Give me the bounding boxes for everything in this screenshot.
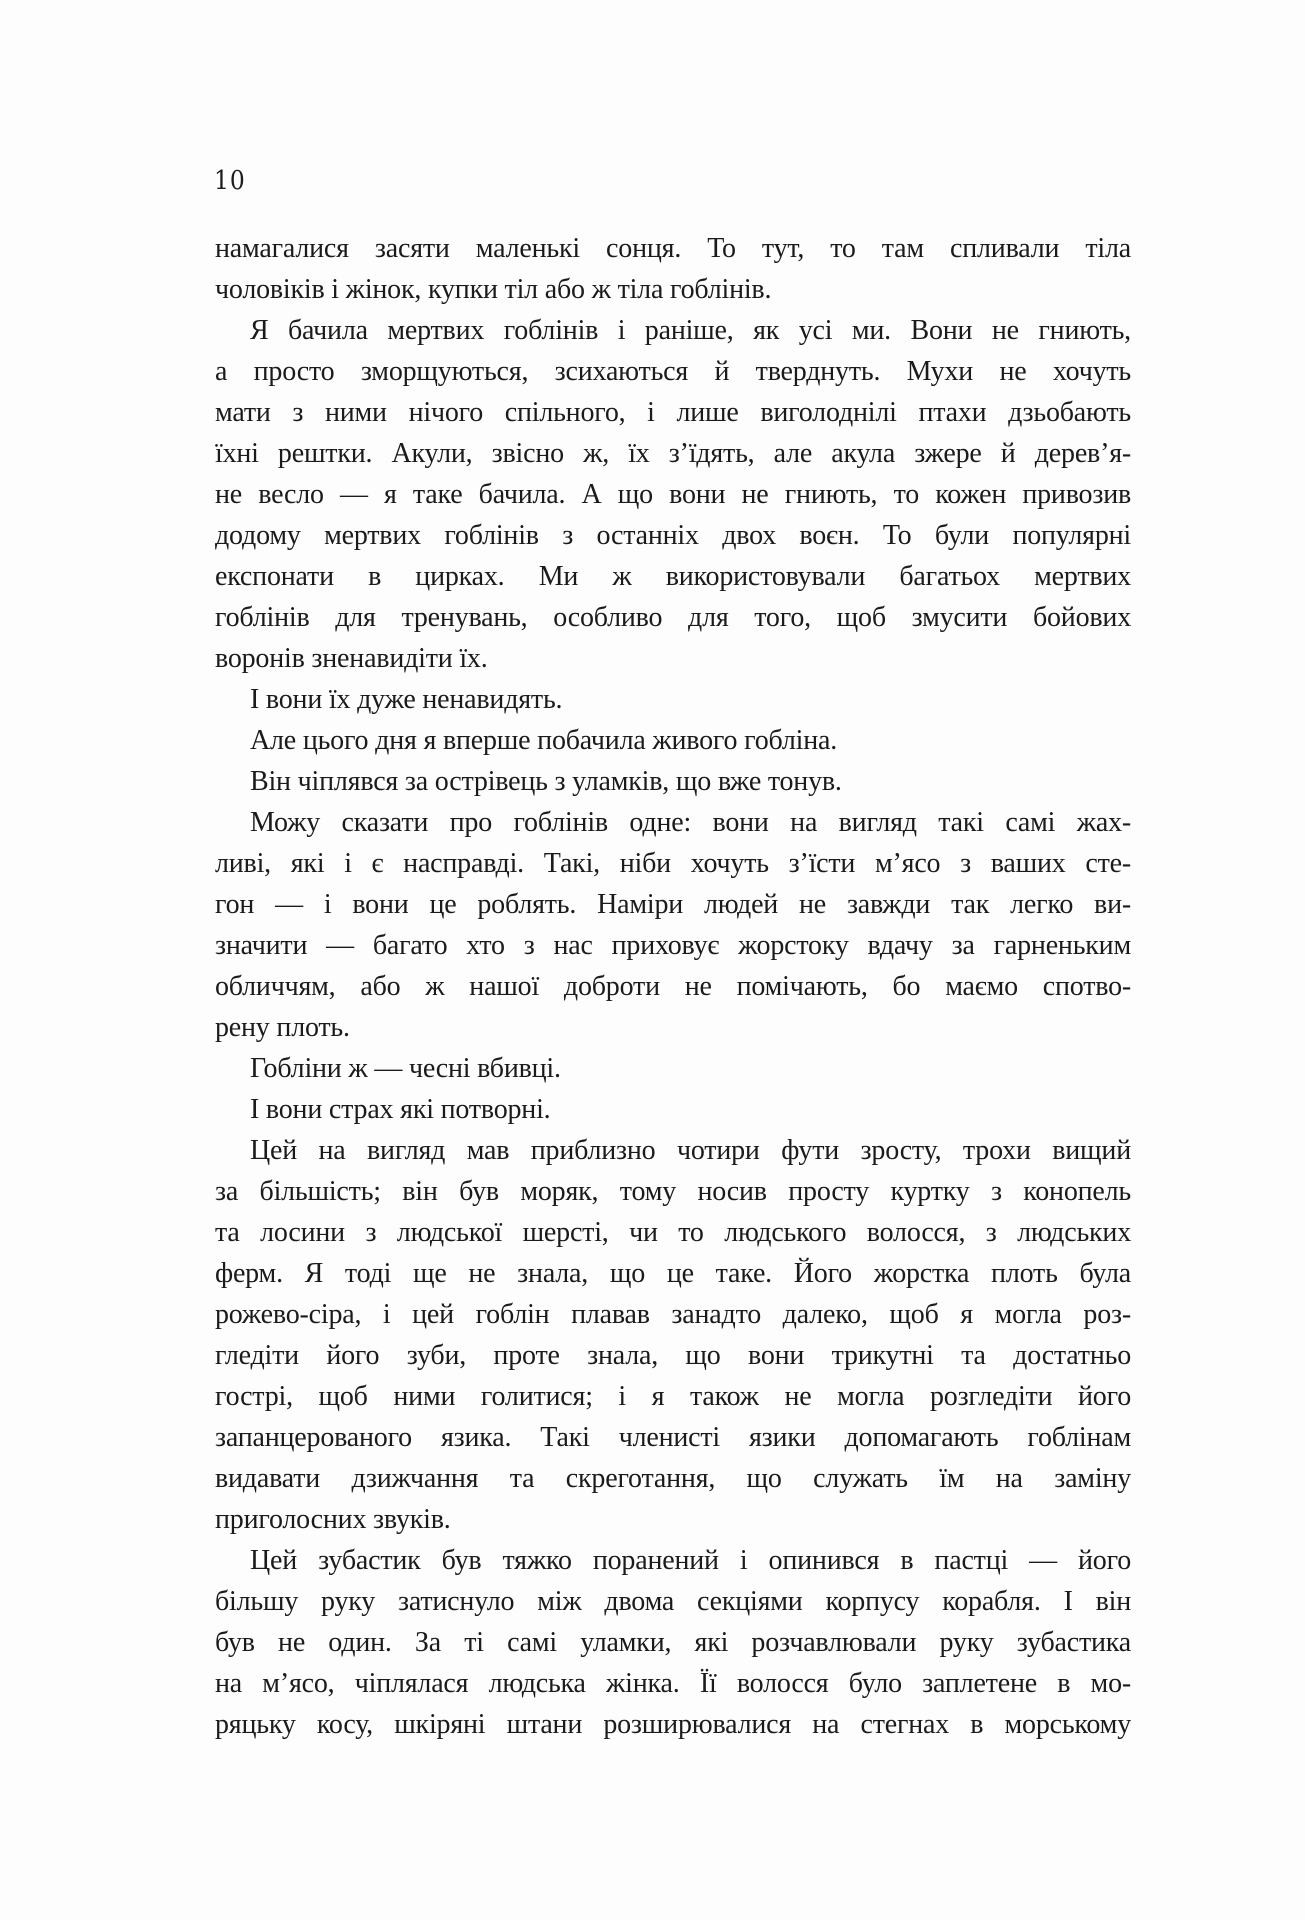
text-line: воронів зненавидіти їх. [215,643,488,674]
text-line: І вони їх дуже ненавидять. [250,684,563,715]
text-line: а просто зморщуються, зсихаються й тверднуть. Мухи не хочуть [215,356,1131,387]
text-line: Гобліни ж — чесні вбивці. [250,1053,561,1084]
text-line: Цей зубастик був тяжко поранений і опинився в пастці — його [250,1545,1131,1576]
text-line: не весло — я таке бачила. А що вони не гниють, то кожен привозив [215,479,1131,510]
text-line: Можу сказати про гоблінів одне: вони на вигляд такі самі жах- [250,807,1131,838]
text-line: ряцьку косу, шкіряні штани розширювалися на стегнах в морському [215,1709,1131,1740]
text-line: Цей на вигляд мав приблизно чотири фути зросту, трохи вищий [250,1135,1131,1166]
page-number: 10 [214,166,246,196]
text-line: за більшість; він був моряк, тому носив просту куртку з конопель [215,1176,1131,1207]
paragraph [215,1540,1131,1745]
paragraph [215,761,1131,802]
paragraph [215,1130,1131,1540]
text-line: експонати в цирках. Ми ж використовували багатьох мертвих [215,561,1131,592]
text-line: рену плоть. [215,1012,350,1043]
text-line: та лосини з людської шерсті, чи то людського волосся, з людських [215,1217,1131,1248]
text-line: Я бачила мертвих гоблінів і раніше, як усі ми. Вони не гниють, [250,315,1131,346]
text-line: гоблінів для тренувань, особливо для того, щоб змусити бойових [215,602,1131,633]
paragraph [215,310,1131,679]
text-line: значити — багато хто з нас приховує жорстоку вдачу за гарненьким [215,930,1131,961]
text-line: був не один. За ті самі уламки, які розчавлювали руку зубастика [215,1627,1131,1658]
text-line: обличчям, або ж нашої доброти не помічають, бо маємо спотво- [215,971,1131,1002]
text-line: Він чіплявся за острівець з уламків, що вже тонув. [250,766,842,797]
text-line: мати з ними нічого спільного, і лише виголоднілі птахи дзьобають [215,397,1131,428]
text-line: ферм. Я тоді ще не знала, що це таке. Його жорстка плоть була [215,1258,1131,1289]
paragraph [215,1089,1131,1130]
text-line: гон — і вони це роблять. Наміри людей не завжди так легко ви- [215,889,1131,920]
paragraph [215,802,1131,1048]
text-line: приголосних звуків. [215,1504,451,1535]
text-line: гострі, щоб ними голитися; і я також не могла розгледіти його [215,1381,1131,1412]
text-line: гледіти його зуби, проте знала, що вони трикутні та достатньо [215,1340,1131,1371]
text-line: додому мертвих гоблінів з останніх двох воєн. То були популярні [215,520,1131,551]
paragraph [215,228,1131,310]
text-line: Але цього дня я вперше побачила живого гобліна. [250,725,838,756]
text-line: їхні рештки. Акули, звісно ж, їх з’їдять, але акула зжере й дерев’я- [215,438,1131,469]
text-line: ливі, які і є насправді. Такі, ніби хочуть з’їсти м’ясо з ваших сте- [215,848,1131,879]
text-line: більшу руку затиснуло між двома секціями корпусу корабля. І він [215,1586,1131,1617]
text-line: запанцерованого язика. Такі членисті язики допомагають гоблінам [215,1422,1131,1453]
text-line: І вони страх які потворні. [250,1094,551,1125]
text-line: на м’ясо, чіплялася людська жінка. Її волосся було заплетене в мо- [215,1668,1131,1699]
text-line: намагалися засяти маленькі сонця. То тут, то там спливали тіла [215,233,1131,264]
paragraph [215,1048,1131,1089]
text-line: видавати дзижчання та скреготання, що служать їм на заміну [215,1463,1131,1494]
text-line: чоловіків і жінок, купки тіл або ж тіла гоблінів. [215,274,772,305]
text-line: рожево-сіра, і цей гоблін плавав занадто далеко, щоб я могла роз- [215,1299,1131,1330]
paragraph [215,679,1131,720]
paragraph [215,720,1131,761]
body-text [215,228,1131,1745]
